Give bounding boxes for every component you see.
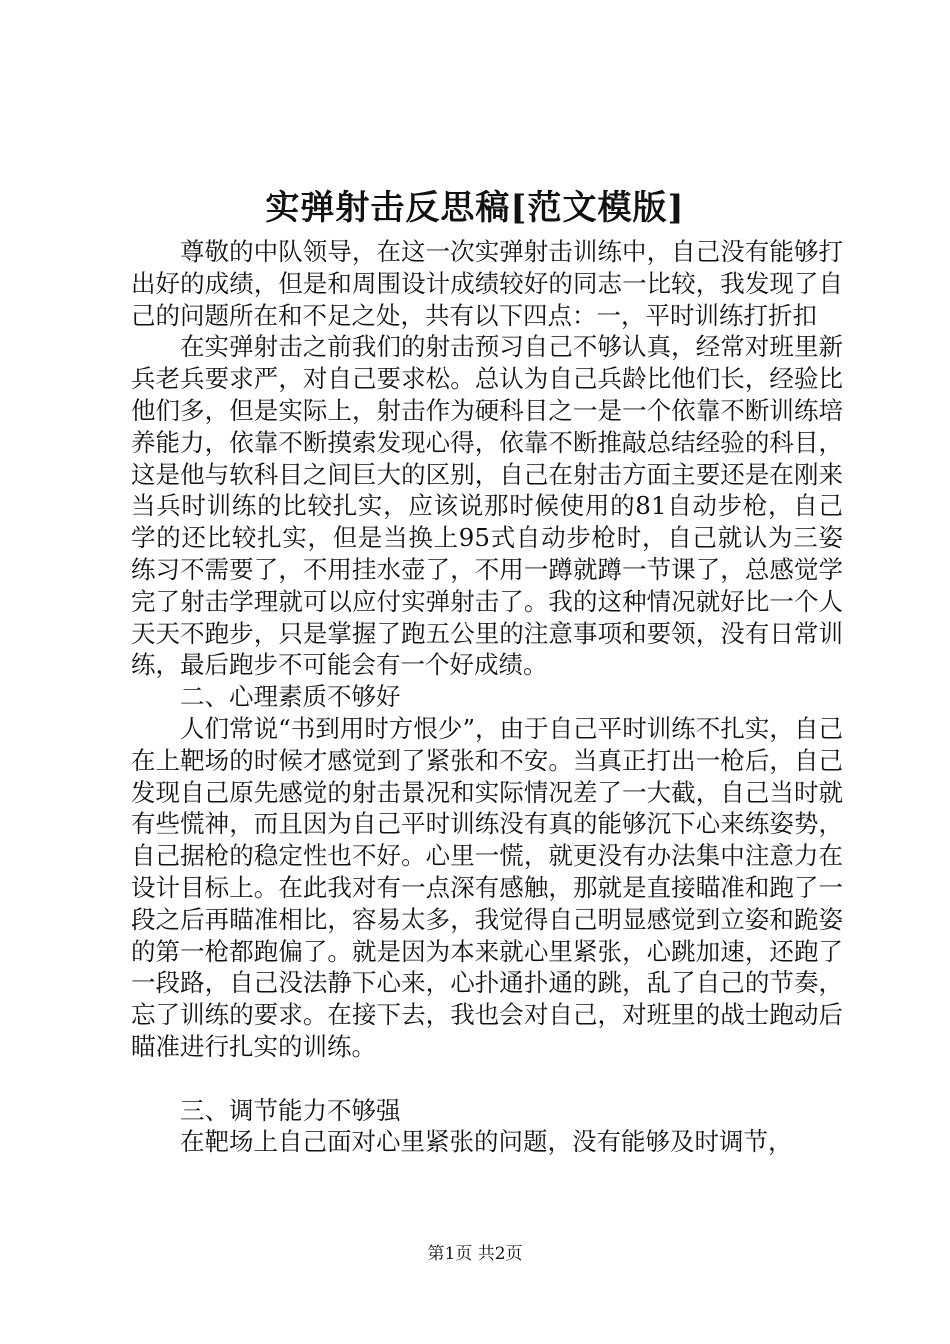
document-title: 实弹射击反思稿[范文模版] — [265, 188, 685, 228]
document-body — [131, 236, 843, 1158]
paragraph-intro: 尊敬的中队领导，在这一次实弹射击训练中，自己没有能够打出好的成绩，但是和周围设计成绩较好的同志一比较，我发现了自己的问题所在和不足之处，共有以下四点：一，平时训练打折扣 — [131, 237, 843, 330]
section-heading-psychology: 二、心理素质不够好 — [180, 682, 401, 712]
paragraph-adjustment: 在靶场上自己面对心里紧张的问题，没有能够及时调节， — [180, 1127, 793, 1157]
section-heading-adjustment: 三、调节能力不够强 — [180, 1095, 401, 1125]
paragraph-training: 在实弹射击之前我们的射击预习自己不够认真，经常对班里新兵老兵要求严，对自己要求松。总认为自己兵龄比他们长，经验比他们多，但是实际上，射击作为硬科目之一是一个依靠不断训练培养能力，依靠不断摸索发现心得，依靠不断推敲总结经验的科目，这是他与软科目之间巨大的区别，自己在射击方面主要还是在刚来当兵时训练的比较扎实，应该说那时候使用的81自动步枪，自己学的还比较扎实，但是当换上95式自动步枪时，自己就认为三姿练习不需要了，不用挂水壶了，不用一蹲就蹲一节课了，总感觉学完了射击学理就可以应付实弹射击了。我的这种情况就好比一个人天天不跑步，只是掌握了跑五公里的注意事项和要领，没有日常训练，最后跑步不可能会有一个好成绩。 — [131, 332, 843, 680]
page-number-footer: 第1页 共2页 — [427, 1244, 523, 1264]
paragraph-psychology: 人们常说“书到用时方恨少”，由于自己平时训练不扎实，自己在上靶场的时候才感觉到了紧张和不安。当真正打出一枪后，自己发现自己原先感觉的射击景况和实际情况差了一大截，自己当时就有些慌神，而且因为自己平时训练没有真的能够沉下心来练姿势，自己据枪的稳定性也不好。心里一慌，就更没有办法集中注意力在设计目标上。在此我对有一点深有感触，那就是直接瞄准和跑了一段之后再瞄准相比，容易太多，我觉得自己明显感觉到立姿和跪姿的第一枪都跑偏了。就是因为本来就心里紧张，心跳加速，还跑了一段路，自己没法静下心来，心扑通扑通的跳，乱了自己的节奏，忘了训练的要求。在接下去，我也会对自己，对班里的战士跑动后瞄准进行扎实的训练。 — [131, 713, 843, 1061]
